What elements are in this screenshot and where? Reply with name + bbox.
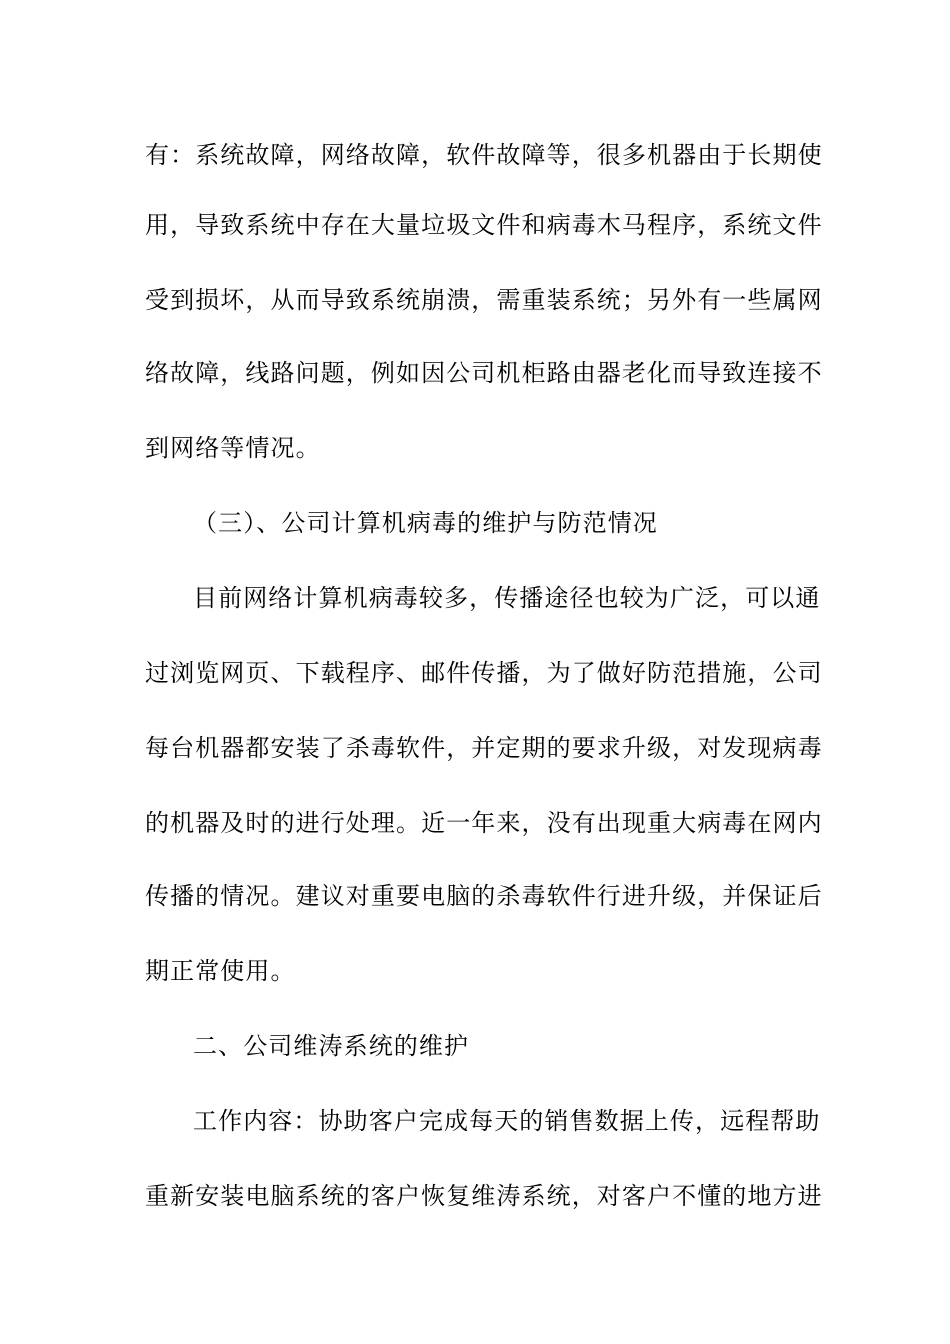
paragraph-line: 工作内容：协助客户完成每天的销售数据上传，远程帮助 bbox=[193, 1107, 821, 1135]
paragraph-line: 传播的情况。建议对重要电脑的杀毒软件行进升级，并保证后 bbox=[145, 882, 823, 910]
paragraph-line: 目前网络计算机病毒较多，传播途径也较为广泛，可以通 bbox=[193, 584, 821, 612]
paragraph-line: 有：系统故障，网络故障，软件故障等，很多机器由于长期使 bbox=[145, 141, 823, 169]
paragraph-line: 到网络等情况。 bbox=[145, 434, 321, 462]
section-heading: （三）、公司计算机病毒的维护与防范情况 bbox=[193, 509, 658, 537]
paragraph-line: 用，导致系统中存在大量垃圾文件和病毒木马程序，系统文件 bbox=[145, 211, 823, 239]
paragraph-line: 的机器及时的进行处理。近一年来，没有出现重大病毒在网内 bbox=[145, 809, 823, 837]
paragraph-line: 络故障，线路问题，例如因公司机柜路由器老化而导致连接不 bbox=[145, 359, 823, 387]
paragraph-line: 期正常使用。 bbox=[145, 957, 296, 985]
paragraph-line: 重新安装电脑系统的客户恢复维涛系统，对客户不懂的地方进 bbox=[145, 1182, 823, 1210]
paragraph-line: 过浏览网页、下载程序、邮件传播，为了做好防范措施，公司 bbox=[145, 659, 823, 687]
paragraph-line: 每台机器都安装了杀毒软件，并定期的要求升级，对发现病毒 bbox=[145, 734, 823, 762]
paragraph-line: 受到损坏，从而导致系统崩溃，需重装系统；另外有一些属网 bbox=[145, 286, 823, 314]
section-heading: 二、公司维涛系统的维护 bbox=[193, 1032, 470, 1060]
